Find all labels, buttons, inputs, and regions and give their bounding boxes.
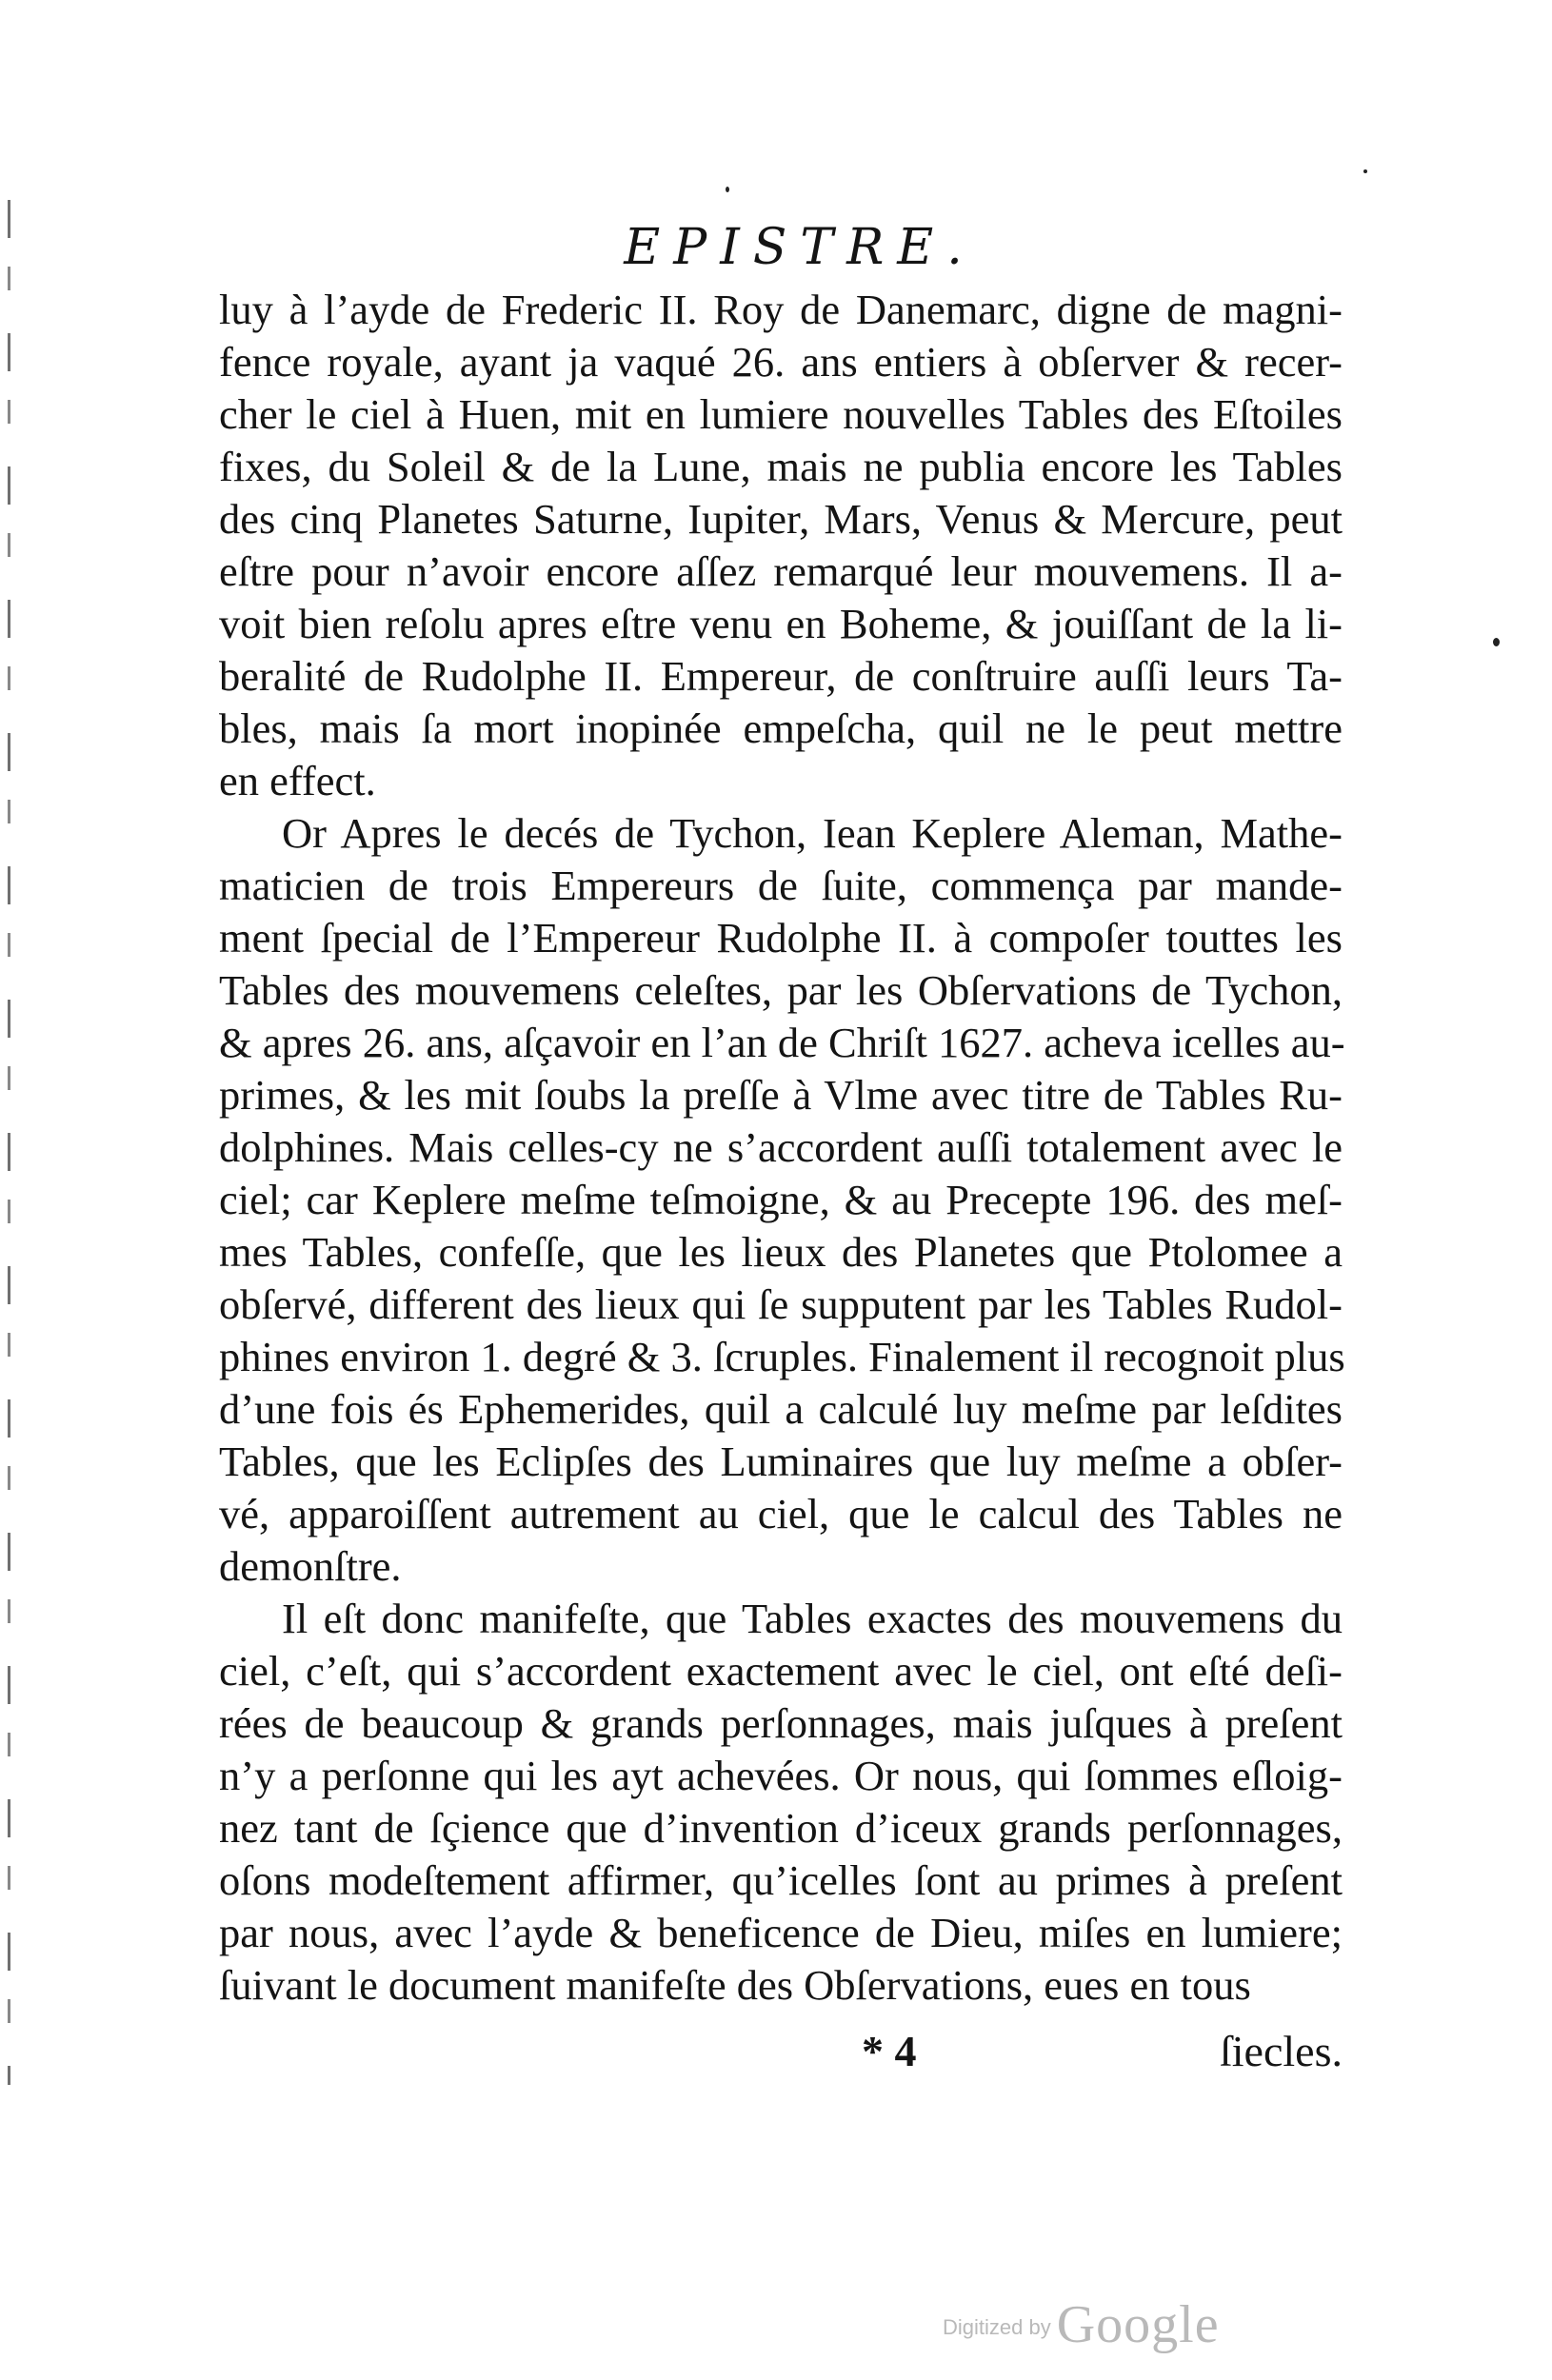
body-text [219,284,1343,2012]
text-line: cher le ciel à Huen, mit en lumiere nouvelles Tables des Eſtoiles [219,390,1343,438]
binding-edge [8,200,10,2085]
text-line: ciel; car Keplere meſme teſmoigne, & au Precepte 196. des meſ- [219,1176,1343,1223]
text-line: par nous, avec l’ayde & beneficence de Dieu, miſes en lumiere; [219,1909,1343,1956]
watermark-prefix: Digitized by [943,2315,1051,2339]
text-line: des cinq Planetes Saturne, Iupiter, Mars, Venus & Mercure, peut [219,495,1343,543]
ink-speck [1363,169,1367,173]
text-line: bles, mais ſa mort inopinée empeſcha, quil ne le peut mettre [219,704,1343,752]
text-line: dolphines. Mais celles-cy ne s’accordent auſſi totalement avec le [219,1123,1343,1171]
text-line: nez tant de ſçience que d’invention d’iceux grands perſonnages, [219,1804,1343,1852]
text-line: Tables des mouvemens celeſtes, par les Obſervations de Tychon, [219,966,1343,1014]
ink-speck [726,187,729,192]
text-line: Tables, que les Eclipſes des Luminaires que luy meſme a obſer- [219,1438,1343,1485]
text-line: maticien de trois Empereurs de ſuite, commença par mande- [219,862,1343,909]
text-line: ſuivant le document manifeſte des Obſervations, eues en tous [219,1961,1251,2009]
ink-speck [1493,638,1500,646]
text-line: voit bien reſolu apres eſtre venu en Boheme, & jouiſſant de la li- [219,600,1343,647]
text-line: en effect. [219,757,376,804]
signature-mark: * 4 [862,2027,917,2075]
text-line: fence royale, ayant ja vaqué 26. ans entiers à obſerver & recer- [219,338,1343,386]
running-header: EPISTRE. [624,219,976,276]
text-line: oſons modeſtement affirmer, qu’icelles ſont au primes à preſent [219,1856,1343,1904]
text-line: fixes, du Soleil & de la Lune, mais ne publia encore les Tables [219,443,1343,490]
text-line: ment ſpecial de l’Empereur Rudolphe II. à compoſer touttes les [219,914,1343,962]
text-line: mes Tables, confeſſe, que les lieux des Planetes que Ptolomee a [219,1228,1343,1276]
text-line: Il eſt donc manifeſte, que Tables exactes des mouvemens du [282,1595,1343,1642]
text-line: Or Apres le decés de Tychon, Iean Keplere Aleman, Mathe- [282,809,1343,857]
page-footer [219,2026,1343,2083]
text-line: luy à l’ayde de Frederic II. Roy de Danemarc, digne de magni- [219,286,1343,333]
text-line: primes, & les mit ſoubs la preſſe à Vlme avec titre de Tables Ru- [219,1071,1343,1119]
text-line: obſervé, different des lieux qui ſe supputent par les Tables Rudol- [219,1280,1343,1328]
text-line: phines environ 1. degré & 3. ſcruples. Finalement il recognoit plus [219,1333,1345,1380]
catchword: ſiecles. [1220,2027,1343,2075]
text-line: rées de beaucoup & grands perſonnages, mais juſques à preſent [219,1699,1343,1747]
text-line: n’y a perſonne qui les ayt achevées. Or nous, qui ſommes eſloig- [219,1752,1343,1799]
text-line: ciel, c’eſt, qui s’accordent exactement avec le ciel, ont eſté deſi- [219,1647,1343,1695]
digitization-watermark [943,2294,1220,2355]
text-line: & apres 26. ans, aſçavoir en l’an de Chriſt 1627. acheva icelles au- [219,1019,1345,1066]
text-line: beralité de Rudolphe II. Empereur, de conſtruire auſſi leurs Ta- [219,652,1343,700]
text-line: vé, apparoiſſent autrement au ciel, que le calcul des Tables ne [219,1490,1343,1537]
text-line: demonſtre. [219,1542,402,1590]
text-line: d’une fois és Ephemerides, quil a calculé luy meſme par leſdites [219,1385,1343,1433]
google-logo: Google [1056,2295,1220,2354]
text-line: eſtre pour n’avoir encore aſſez remarqué leur mouvemens. Il a- [219,547,1343,595]
